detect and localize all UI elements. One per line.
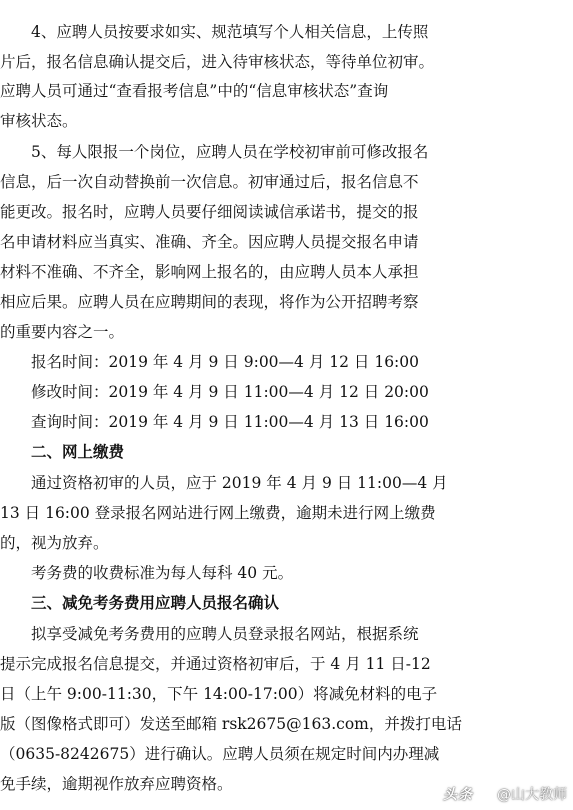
text-line: 的重要内容之一。	[0, 323, 125, 341]
text-line: 审核状态。	[0, 112, 78, 130]
registration-time-line: 报名时间：2019 年 4 月 9 日 9:00—4 月 12 日 16:00	[0, 353, 420, 371]
text-line: 日（上午 9:00-11:30，下午 14:00-17:00）将减免材料的电子	[0, 685, 438, 703]
query-time-line: 查询时间：2019 年 4 月 9 日 11:00—4 月 13 日 16:00	[0, 413, 429, 431]
fee-standard-line: 考务费的收费标准为每人每科 40 元。	[0, 564, 294, 582]
section-heading-online-payment: 二、网上缴费	[0, 443, 125, 461]
text-line: 通过资格初审的人员，应于 2019 年 4 月 9 日 11:00—4 月	[0, 474, 448, 492]
text-line: 材料不准确、不齐全，影响网上报名的，由应聘人员本人承担	[0, 263, 419, 281]
text-line: 相应后果。应聘人员在应聘期间的表现，将作为公开招聘考察	[0, 293, 419, 311]
email-line: 版（图像格式即可）发送至邮箱 rsk2675@163.com，并拨打电话	[0, 715, 462, 733]
watermark-brand: 头条	[443, 787, 473, 803]
text-line: 名申请材料应当真实、准确、齐全。因应聘人员提交报名申请	[0, 233, 419, 251]
section-heading-fee-waiver: 三、减免考务费用应聘人员报名确认	[0, 594, 280, 612]
text-line: 应聘人员可通过“查看报考信息”中的“信息审核状态”查询	[0, 82, 389, 100]
text-line: 的，视为放弃。	[0, 534, 109, 552]
text-line: 免手续，逾期视作放弃应聘资格。	[0, 775, 233, 793]
phone-line: （0635-8242675）进行确认。应聘人员须在规定时间内办理减	[0, 745, 440, 763]
text-line: 信息，后一次自动替换前一次信息。初审通过后，报名信息不	[0, 173, 419, 191]
watermark-account: @山大教师	[497, 787, 567, 803]
text-line: 4、应聘人员按要求如实、规范填写个人相关信息，上传照	[0, 23, 429, 41]
text-line: 片后，报名信息确认提交后，进入待审核状态，等待单位初审。	[0, 53, 435, 71]
text-line: 能更改。报名时，应聘人员要仔细阅读诚信承诺书，提交的报	[0, 203, 419, 221]
text-line: 13 日 16:00 登录报名网站进行网上缴费，逾期未进行网上缴费	[0, 504, 436, 522]
modification-time-line: 修改时间：2019 年 4 月 9 日 11:00—4 月 12 日 20:00	[0, 383, 429, 401]
text-line: 5、每人限报一个岗位，应聘人员在学校初审前可修改报名	[0, 143, 429, 161]
text-line: 拟享受减免考务费用的应聘人员登录报名网站，根据系统	[0, 625, 419, 643]
text-line: 提示完成报名信息提交，并通过资格初审后，于 4 月 11 日-12	[0, 655, 431, 673]
toutiao-watermark	[443, 782, 567, 806]
toutiao-logo-icon	[478, 787, 492, 801]
